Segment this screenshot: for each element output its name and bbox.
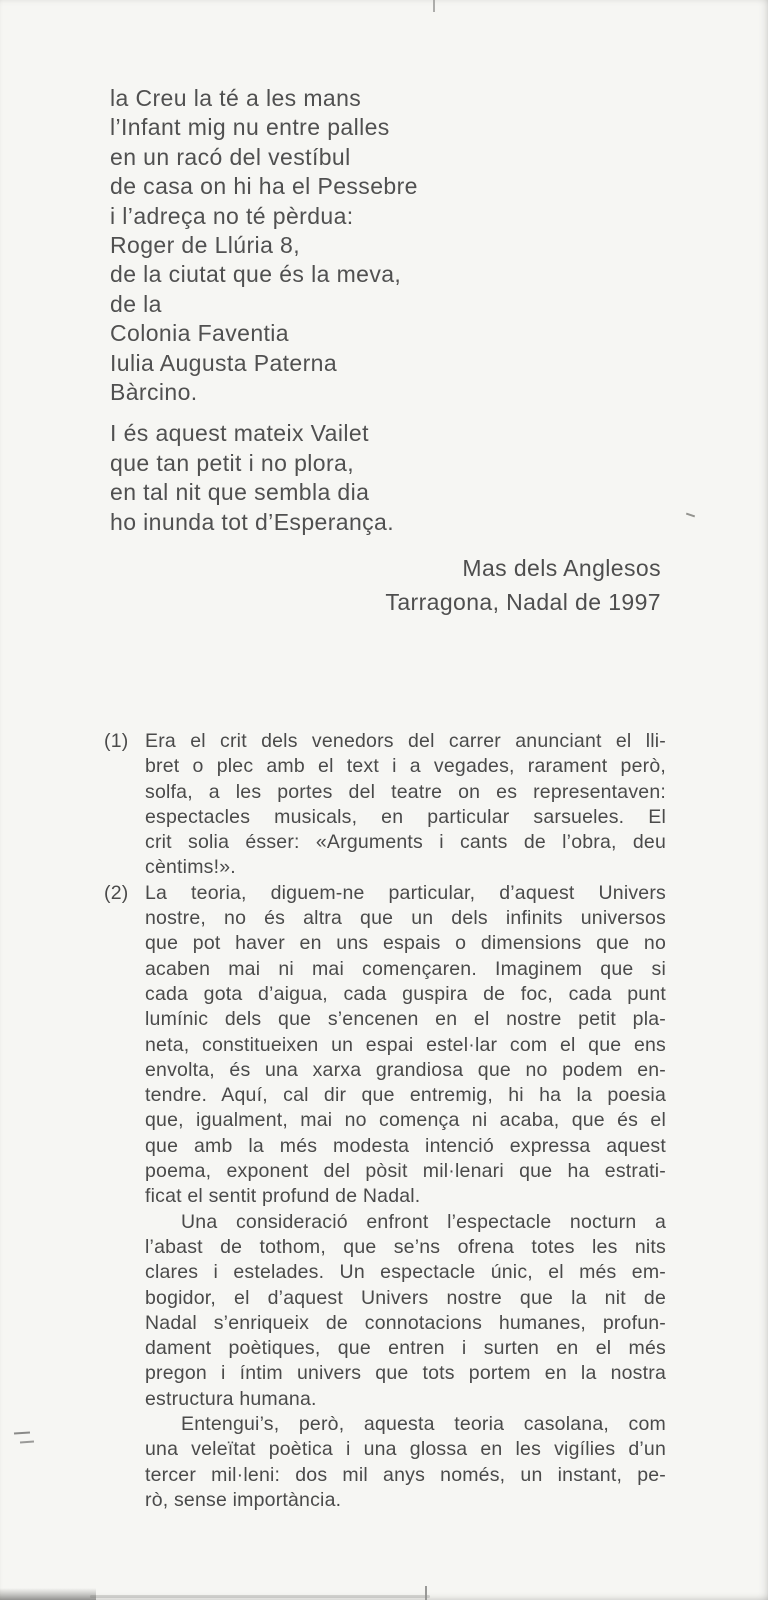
footnote-line: Nadal s’enriqueix de connotacions humanes, profun-: [145, 1311, 666, 1334]
footnote-line: cada gota d’aigua, cada guspira de foc, cada punt: [145, 982, 666, 1005]
poem-line: ho inunda tot d’Esperança.: [110, 508, 395, 535]
footnote-line: que, igualment, mai no comença ni acaba, que és el: [145, 1109, 666, 1132]
scan-mark-left-edge: [20, 1441, 34, 1444]
footnote-line: poema, exponent del pòsit mil·lenari que ha estrati-: [145, 1160, 666, 1183]
footnote-line: envolta, és una xarxa grandiosa que no podem en-: [145, 1058, 666, 1081]
footnote-line: lumínic dels que s’encenen en el nostre petit pla-: [145, 1008, 666, 1031]
footnote-line: cèntims!».: [145, 856, 236, 879]
poem-line: que tan petit i no plora,: [110, 449, 354, 476]
footnote-line: La teoria, diguem-ne particular, d’aquest Univers: [145, 881, 666, 904]
scan-mark-right-edge: [686, 513, 695, 518]
footnote-line: rò, sense importància.: [145, 1488, 342, 1511]
poem-line: I és aquest mateix Vailet: [110, 420, 369, 447]
footnote-line: Era el crit dels venedors del carrer anunciant el lli-: [145, 730, 666, 752]
poem-line: Roger de Llúria 8,: [110, 232, 301, 259]
scan-fold-mark-bottom: [425, 1586, 427, 1600]
footnote-2-number: (2): [104, 881, 129, 904]
footnote-line: solfa, a les portes del teatre on es representaven:: [145, 780, 666, 803]
footnote-1-text: [145, 729, 666, 881]
poem-line: i l’adreça no té pèrdua:: [110, 202, 354, 229]
footnote-line: que pot haver en uns espais o dimensions que no: [145, 932, 666, 955]
footnote-1-number: (1): [104, 730, 129, 752]
poem-line: Bàrcino.: [110, 379, 198, 406]
footnote-line: dament poètiques, que entren i surten en el més: [145, 1337, 666, 1360]
poem-line: Iulia Augusta Paterna: [110, 349, 338, 376]
attribution-place: Mas dels Anglesos: [462, 555, 661, 581]
poem-line: de la: [110, 290, 162, 317]
footnote-2: [104, 881, 666, 1513]
scan-smudge-bottom-left: [0, 1588, 96, 1600]
footnote-line: estructura humana.: [145, 1387, 317, 1410]
poem-line: l’Infant mig nu entre palles: [110, 114, 390, 141]
scan-fold-mark-top: [433, 0, 435, 12]
footnote-line: Una consideració enfront l’espectacle nocturn a: [181, 1210, 666, 1233]
footnote-line: que amb la més modesta intenció expressa aquest: [145, 1134, 666, 1157]
poem: [110, 84, 418, 537]
footnote-line: Entengui’s, però, aquesta teoria casolana, com: [181, 1413, 666, 1436]
footnote-line: bret o plec amb el text i a vegades, rarament però,: [145, 755, 666, 778]
poem-stanza-1: [110, 84, 418, 407]
footnote-line: bogidor, el d’aquest Univers nostre que la nit de: [145, 1286, 666, 1309]
attribution-date: Tarragona, Nadal de 1997: [385, 589, 661, 615]
poem-line: la Creu la té a les mans: [110, 85, 362, 111]
poem-line: Colonia Faventia: [110, 320, 290, 347]
footnote-line: pregon i íntim univers que tots portem en la nostra: [145, 1362, 666, 1385]
scan-smudge-bottom: [90, 1595, 430, 1598]
poem-stanza-2: [110, 419, 418, 537]
footnote-line: ficat el sentit profund de Nadal.: [145, 1185, 421, 1208]
footnote-2-text: [145, 881, 666, 1513]
poem-line: de casa on hi ha el Pessebre: [110, 173, 418, 200]
footnote-line: neta, constitueixen un espai estel·lar com el que ens: [145, 1033, 666, 1056]
poem-line: en un racó del vestíbul: [110, 143, 351, 170]
footnote-line: tendre. Aquí, cal dir que entremig, hi ha la poesia: [145, 1084, 666, 1107]
poem-line: de la ciutat que és la meva,: [110, 261, 402, 288]
footnote-line: una veleïtat poètica i una glossa en les vigílies d’un: [145, 1438, 666, 1461]
footnote-line: espectacles musicals, en particular sarsueles. El: [145, 805, 666, 828]
footnote-line: crit solia ésser: «Arguments i cants de l’obra, deu: [145, 831, 666, 854]
attribution: [385, 551, 661, 619]
scan-mark-left-edge: [14, 1431, 30, 1434]
footnote-line: l’abast de tothom, que se’ns ofrena totes les nits: [145, 1235, 666, 1258]
footnote-1: [104, 729, 666, 881]
footnote-line: clares i estelades. Un espectacle únic, el més em-: [145, 1261, 666, 1284]
footnotes: [104, 729, 666, 1513]
poem-line: en tal nit que sembla dia: [110, 479, 370, 506]
footnote-line: nostre, no és altra que un dels infinits universos: [145, 907, 666, 930]
footnote-line: acaben mai ni mai començaren. Imaginem que si: [145, 957, 666, 980]
footnote-line: tercer mil·leni: dos mil anys només, un instant, pe-: [145, 1463, 666, 1486]
